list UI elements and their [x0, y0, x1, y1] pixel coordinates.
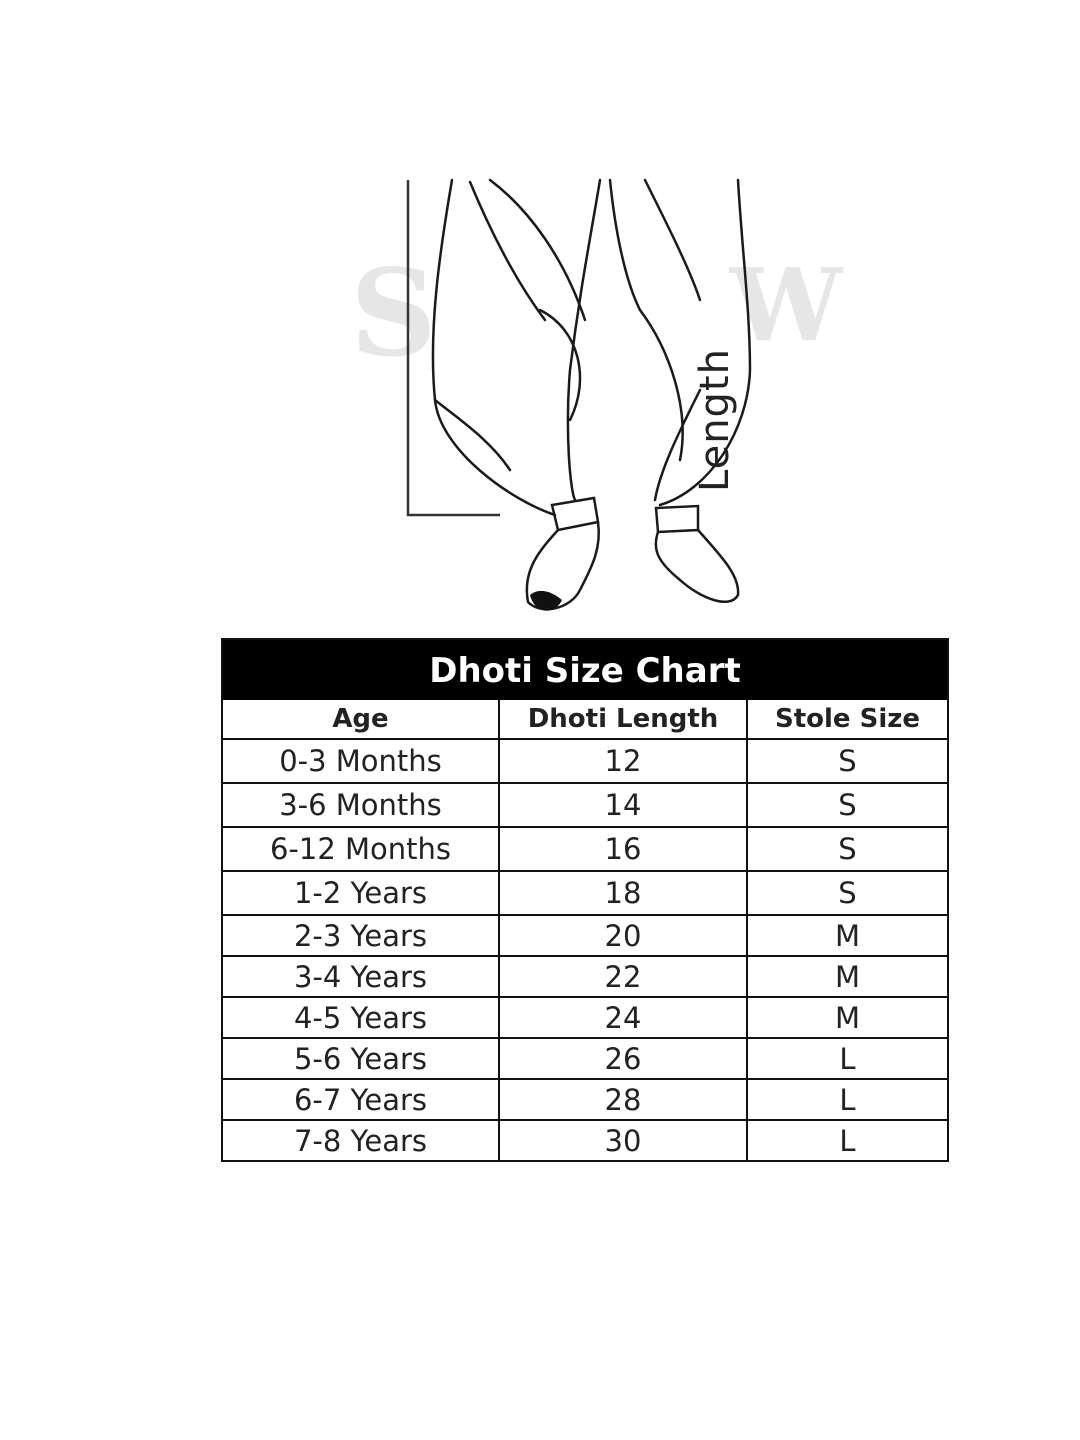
column-header-age: Age [223, 700, 499, 739]
dhoti-length-cell: 12 [499, 739, 747, 783]
age-cell: 5-6 Years [223, 1038, 499, 1079]
chart-title: Dhoti Size Chart [223, 640, 947, 700]
stole-size-cell: S [747, 871, 947, 915]
header-row [223, 700, 947, 739]
stole-size-cell: L [747, 1079, 947, 1120]
dhoti-length-cell: 20 [499, 915, 747, 956]
dhoti-length-cell: 22 [499, 956, 747, 997]
age-cell: 3-4 Years [223, 956, 499, 997]
age-cell: 4-5 Years [223, 997, 499, 1038]
stole-size-cell: L [747, 1120, 947, 1160]
age-cell: 7-8 Years [223, 1120, 499, 1160]
table-row [223, 1079, 947, 1120]
table-row [223, 956, 947, 997]
size-chart [221, 638, 949, 1162]
length-label: Length [692, 348, 738, 492]
age-cell: 2-3 Years [223, 915, 499, 956]
dhoti-length-cell: 26 [499, 1038, 747, 1079]
svg-text:S: S [350, 243, 437, 384]
stole-size-cell: S [747, 783, 947, 827]
dhoti-length-cell: 18 [499, 871, 747, 915]
age-cell: 3-6 Months [223, 783, 499, 827]
dhoti-length-cell: 24 [499, 997, 747, 1038]
dhoti-length-cell: 28 [499, 1079, 747, 1120]
size-table [223, 700, 947, 1160]
age-cell: 6-7 Years [223, 1079, 499, 1120]
stole-size-cell: M [747, 956, 947, 997]
stole-size-cell: S [747, 739, 947, 783]
table-row [223, 1038, 947, 1079]
dhoti-length-cell: 14 [499, 783, 747, 827]
table-row [223, 739, 947, 783]
dhoti-length-cell: 16 [499, 827, 747, 871]
stole-size-cell: S [747, 827, 947, 871]
table-row [223, 1120, 947, 1160]
age-cell: 6-12 Months [223, 827, 499, 871]
table-row [223, 871, 947, 915]
age-cell: 1-2 Years [223, 871, 499, 915]
age-cell: 0-3 Months [223, 739, 499, 783]
svg-text:W: W [730, 246, 843, 364]
column-header-stole-size: Stole Size [747, 700, 947, 739]
stole-size-cell: M [747, 915, 947, 956]
table-row [223, 915, 947, 956]
stole-size-cell: L [747, 1038, 947, 1079]
table-row [223, 783, 947, 827]
dhoti-illustration [340, 170, 843, 630]
column-header-dhoti-length: Dhoti Length [499, 700, 747, 739]
stole-size-cell: M [747, 997, 947, 1038]
table-row [223, 997, 947, 1038]
table-row [223, 827, 947, 871]
dhoti-length-cell: 30 [499, 1120, 747, 1160]
